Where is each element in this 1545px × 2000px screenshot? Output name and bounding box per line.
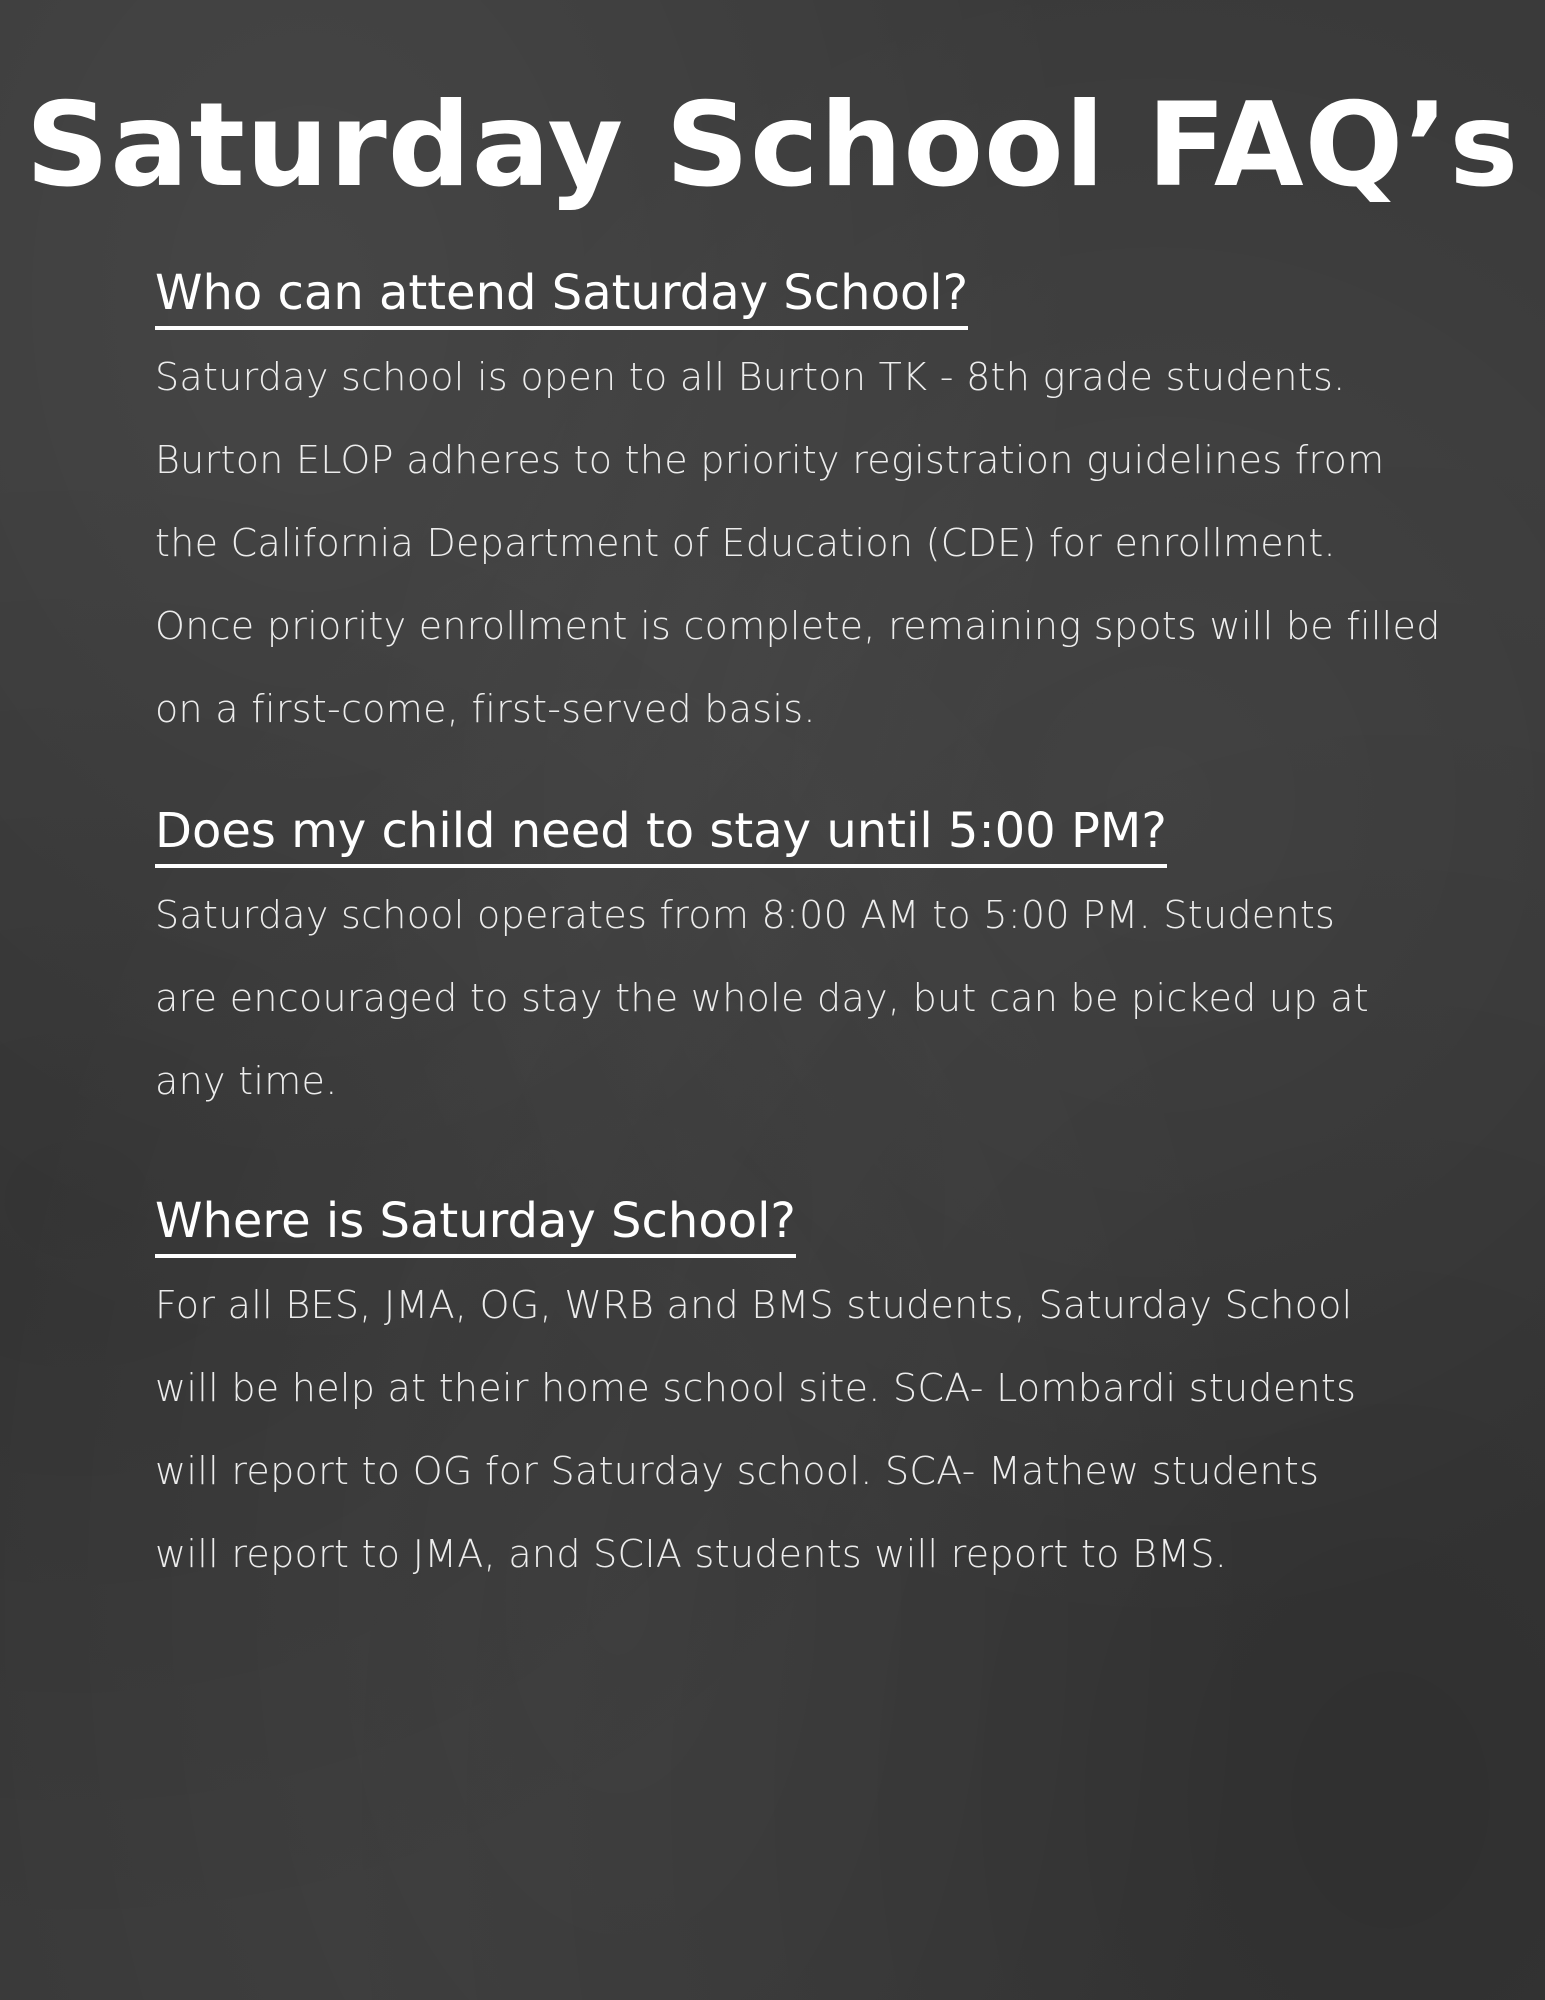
faq-answer bbox=[155, 1264, 1395, 1596]
faq-answer-line: are encouraged to stay the whole day, but can be picked up at bbox=[155, 976, 1369, 1020]
page-title: Saturday School FAQ’s bbox=[25, 78, 1520, 213]
faq-where-is-saturday-school bbox=[155, 1190, 1395, 1596]
faq-answer-line: For all BES, JMA, OG, WRB and BMS students, Saturday School bbox=[155, 1283, 1353, 1327]
faq-answer-line: on a first-come, first-served basis. bbox=[155, 687, 816, 731]
faq-who-can-attend bbox=[155, 262, 1441, 751]
faq-stay-until-five bbox=[155, 800, 1395, 1123]
faq-answer bbox=[155, 874, 1395, 1123]
faq-answer-line: Saturday school operates from 8:00 AM to 5:00 PM. Students bbox=[155, 893, 1336, 937]
faq-answer-line: Saturday school is open to all Burton TK - 8th grade students. bbox=[155, 355, 1346, 399]
faq-answer-line: Burton ELOP adheres to the priority registration guidelines from bbox=[155, 438, 1385, 482]
faq-question: Does my child need to stay until 5:00 PM? bbox=[155, 800, 1167, 868]
faq-question: Where is Saturday School? bbox=[155, 1190, 796, 1258]
faq-answer-line: the California Department of Education (CDE) for enrollment. bbox=[155, 521, 1336, 565]
faq-answer bbox=[155, 336, 1441, 751]
faq-question: Who can attend Saturday School? bbox=[155, 262, 968, 330]
faq-answer-line: will report to JMA, and SCIA students will report to BMS. bbox=[155, 1532, 1228, 1576]
faq-answer-line: will report to OG for Saturday school. SCA- Mathew students bbox=[155, 1449, 1320, 1493]
faq-answer-line: will be help at their home school site. SCA- Lombardi students bbox=[155, 1366, 1357, 1410]
faq-answer-line: any time. bbox=[155, 1059, 338, 1103]
faq-answer-line: Once priority enrollment is complete, remaining spots will be filled bbox=[155, 604, 1441, 648]
